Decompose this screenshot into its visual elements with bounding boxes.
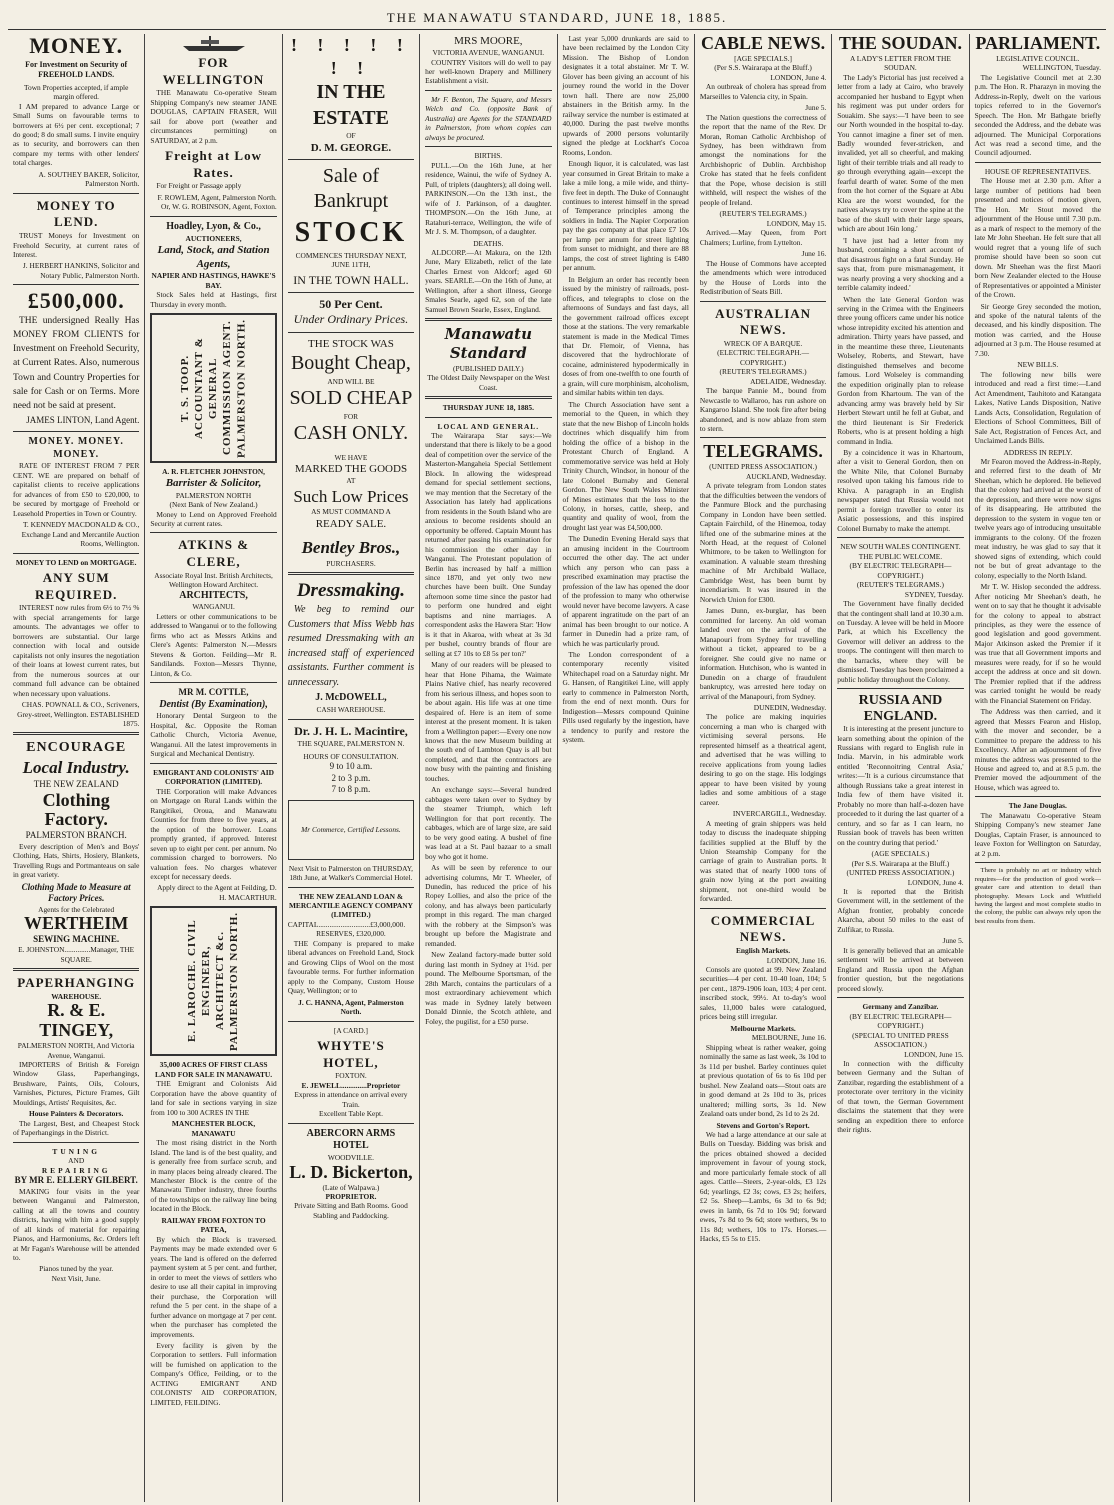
london15-dateline: LONDON, June 15. <box>904 1049 964 1059</box>
wellington-dateline: WELLINGTON, Tuesday. <box>1022 63 1101 73</box>
gov-body: It is reported that the British Government will, in the settlement of the Afghan frontier, probably concede Akarcha, about 50 miles to the east of Zulfikar, to Russia. <box>837 887 964 934</box>
divider <box>13 431 139 432</box>
reuter-line-3: (REUTER'S TELEGRAMS.) <box>856 580 944 590</box>
divider <box>425 146 551 147</box>
council-body: The Legislative Council met at 2.30 p.m. The Hon. R. Pharazyn in moving the Address-in-Reply, dwelt on the various topics referred to in the Governor's Speech. The Hon. Mr Bathgate briefly seconded the Address, and the debate was adjourned. The Municipal Corporations Act was read a second time, and the Council adjourned. <box>974 72 1101 158</box>
low-prices: Such Low Prices <box>293 486 409 506</box>
dress-title: Dressmaking. <box>296 580 406 602</box>
june16-dateline: June 16. <box>801 249 827 259</box>
invercargill-dateline: INVERCARGILL, Wednesday. <box>732 809 827 819</box>
fletcher-title: A. R. FLETCHER JOHNSTON, <box>162 467 266 477</box>
oldest-line: The Oldest Daily Newspaper on the West Coast. <box>427 373 550 392</box>
divider <box>837 688 963 689</box>
pownall-signature: CHAS. POWNALL & CO., Scriveners, Grey-street, Wellington. ESTABLISHED 1875. <box>17 700 140 729</box>
freight-body: For Freight or Passage apply <box>156 181 242 191</box>
new-bills: NEW BILLS. <box>1017 360 1059 370</box>
bentley-title: Bentley Bros., <box>301 537 401 557</box>
we-have: WE HAVE <box>334 452 368 462</box>
purchasers: PURCHASERS. <box>326 558 376 568</box>
deaths-body: ALDCORP.—At Makura, on the 12th June, Mary Elizabeth, relict of the late Charles Ernest von Aldcorf; aged 60 years. SEARLE.—On the 16th of June, at Wellington, after a short illness, George Smales Searle, aged 62, son of the late Samuel Brown Searle, Essex, England. <box>425 247 552 314</box>
cottle-body: Honorary Dental Surgeon to the Hospital, &c. Opposite the Roman Catholic Church, Victoria Avenue, Wanganui. All the latest improvements in Surgical and Mechanical Dentistry. <box>150 711 277 759</box>
hankins-signature: J. HERBERT HANKINS, Solicitor and Notary Public, Palmerston North. <box>22 261 140 280</box>
warehouse-title: WAREHOUSE. <box>51 992 102 1002</box>
money3-title: MONEY. MONEY. MONEY. <box>28 435 124 460</box>
hours-3: 7 to 8 p.m. <box>331 784 371 795</box>
pianos-line: Pianos tuned by the year. <box>39 1264 114 1274</box>
painters-body: The Largest, Best, and Cheapest Stock of Paperhangings in the District. <box>13 1118 140 1138</box>
gov-body-2: It is generally believed that an amicable settlement will be arrived at between England and Russia upon the Afghan frontier question, but the negotiations proceed slowly. <box>837 945 964 993</box>
hanna-signature: J. C. HANNA, Agent, Palmerston North. <box>298 997 404 1017</box>
divider <box>150 532 276 533</box>
town-hall: IN THE TOWN HALL. <box>293 272 409 287</box>
nsw-title: NEW SOUTH WALES CONTINGENT. <box>840 542 961 552</box>
wellington-title: FOR WELLINGTON <box>162 55 265 87</box>
mcdowell: J. McDOWELL, <box>315 692 387 704</box>
divider <box>975 162 1101 163</box>
branch-title: PALMERSTON BRANCH. <box>25 830 127 841</box>
divider <box>288 719 414 720</box>
cash-warehouse: CASH WAREHOUSE. <box>316 705 386 715</box>
pn-body: Money to Lend on Approved Freehold Security at current rates. <box>150 509 277 528</box>
wreck-title: WRECK OF A BARQUE. <box>723 338 803 348</box>
divider <box>700 908 826 909</box>
macintire: Dr. J. H. L. Macintire, <box>294 723 408 738</box>
divider <box>13 732 139 735</box>
upa-line: (UNITED PRESS ASSOCIATION.) <box>709 462 817 472</box>
hoadley-title: Hoadley, Lyon, & Co., <box>166 220 261 232</box>
commercial-title: COMMERCIAL NEWS. <box>710 912 816 945</box>
markets-body: Consols are quoted at 99. New Zealand securities—4 per cent. 10-40 loan, 104; 5 per cent., 1879-1906 loan, 103; 4 per cent. inscribed stock, 99½. At to-day's wool sales, 11,000 bales were catalogued, prices being still irregular. <box>699 965 827 1022</box>
money3-body: RATE OF INTEREST FROM 7 PER CENT. WE are prepared on behalf of capitalist clients to receive applications for advances of from £50 to £20,000, to be secured by mortgage of Freehold or Leasehold Properties in Town or Country. <box>13 461 140 518</box>
column-5 <box>558 34 695 1502</box>
divider <box>13 968 139 971</box>
moore-location: VICTORIA AVENUE, WANGANUI. <box>432 48 545 58</box>
wreck-body: The barque Pannie M., bound from Newcastle to Wallaroo, has run ashore on Kangaroo Island. She took fire after being abandoned, and is now ablaze from stem to stern. <box>699 386 827 433</box>
acres-body: THE Emigrant and Colonists Aid Corporation have the above quantity of land for sale in sections varying in size from 100 to 300 ACRES IN THE <box>150 1079 277 1117</box>
tuning-title: TUNING <box>52 1146 100 1156</box>
card-box-text: Mr Commerce, Certified Lessons. <box>301 824 401 834</box>
local-body-5: New Zealand factory-made butter sold during last month in Sydney at 1½d. per pound. The Melbourne Sportsman, of the 28th March, contains the particulars of a most extraordinary achievement which was made in Sydney lately between Donald Dinnie, the Scotch athlete, and Foley, the pugilist, for a £50 purse. <box>425 950 552 1026</box>
body-4: The Church Association have sent a memorial to the Queen, in which they state that the new Bishop of Lincoln holds doctrines which disqualify him from holding the office of a bishop in the Protestant Church of England. A commemorative service was held at Holy Trinity Church, Windsor, in honour of the late Colonel Burnaby and General Gordon. The New South Wales Minister of Mines estimates that the loss to the Colony, in horses, cattle, sheep, and quantity and quality of wool, from the drought last year was £4,500,000. <box>562 399 689 532</box>
painters-title: House Painters & Decorators. <box>28 1109 124 1119</box>
london-dateline: LONDON, June 4. <box>770 72 827 82</box>
of-word: OF <box>346 131 356 141</box>
special-upa: (SPECIAL TO UNITED PRESS ASSOCIATION.) <box>852 1030 949 1050</box>
russia-body: It is interesting at the present juncture to learn something about the opinion of the Russians with regard to English rule in India. Marvin, in his admirable work entitled 'Reconnoitring Central Asia,' writes:—'It is a curious circumstance that although Russians take a great interest in India few of them have visited it. Probably no more than half-a-dozen have proceeded to it during the last quarter of a century, and so far as I can learn, no Russian book of travels has been written on the country during that period.' <box>837 724 964 847</box>
command-line: AS MUST COMMAND A <box>311 507 391 517</box>
divider <box>13 284 139 285</box>
divider <box>700 301 826 302</box>
divider <box>13 193 139 194</box>
elec-copyright-2: (BY ELECTRIC TELEGRAPH—COPYRIGHT.) <box>849 561 952 580</box>
births-title: BIRTHS. <box>474 151 503 161</box>
sydney-dateline: SYDNEY, Tuesday. <box>904 589 964 599</box>
nzloan-title: THE NEW ZEALAND LOAN & MERCANTILE AGENCY COMPANY (LIMITED.) <box>288 891 413 920</box>
wairarapa-line-2: (Per S.S. Wairarapa at the Bluff.) <box>851 858 950 868</box>
capital-line: CAPITAL............................£3,000,000. <box>287 919 406 929</box>
divider <box>837 997 963 998</box>
parliament-title: PARLIAMENT. <box>975 34 1101 53</box>
wertheim-title: WERTHEIM <box>23 913 129 934</box>
local-body: The Wairarapa Star says:—We understand that there is likely to be a good deal of competition over the service of the Masterton-Mangaheia Special Settlement Block. In allowing the widespread demand for special settlement sections, we may mention that the Secretary of the Association has lately had applications from residents in the South Island who are anxious to become residents should an opportunity be offered. Captain Mount has returned after passing his examination for his commission the other day in Wanganui. The Protestant population of Berlin has increased by half a million since 1870, and yet only two new churches have been built. One Sunday afternoon some time since the pastor had to perform one hundred and eight baptisms and nine marriages. A correspondent asks the Hawera Star: 'How is it that in Akaroa, with wheat at 3s 3d per bushel, country brands of flour are selling at £7 10s to £8 5s per ton?' <box>425 430 552 658</box>
divider <box>425 417 551 418</box>
george-name: D. M. GEORGE. <box>310 141 392 154</box>
jewell-line: E. JEWELL..............Proprietor <box>301 1080 401 1090</box>
baker-signature: A. SOUTHEY BAKER, Solicitor, Palmerston North. <box>38 169 140 189</box>
divider <box>975 862 1101 863</box>
telegram-body-3: The police are making inquiries concerning a man who is charged with victimising several persons. He represented himself as a theatrical agent, and advertised that he was willing to receive applications from young ladies desiring to go on the stage. His lodgings appear to have been visited by young ladies and some ambitious of a stage career. <box>699 712 827 807</box>
local-body-3: An exchange says:—Several hundred cabbages were taken over to Sydney by the steamer Triumph, which left Wellington for that port recently. The cabbages, which are of large size, are said to be very good eating. A bushel of fine was lead at a St. Paul bazaar to a small boy who got it home. <box>425 785 552 861</box>
railway-title: RAILWAY FROM FOXTON TO PATEA, <box>161 1215 266 1235</box>
money-title: MONEY. <box>29 34 124 58</box>
facilities-body: Every facility is given by the Corporation to settlers. Full information will be furnished on application to the Company's Office, Feilding, or to the ACTING EMIGRANT AND COLONISTS' AID CORPORATION, LIMITED, FEILDING. <box>150 1340 277 1407</box>
ready-sale: READY SALE. <box>315 517 387 530</box>
arrived-body: Arrived.—May Queen, from Port Chalmers; Lurline, from Lyttelton. <box>699 228 827 247</box>
divider <box>288 332 414 333</box>
laroche-text: E. LAROCHE. CIVIL ENGINEER, ARCHITECT &c. PALMERSTON NORTH. <box>186 911 241 1051</box>
lady-title: A LADY'S LETTER FROM THE SOUDAN. <box>849 53 951 73</box>
stevens-body: We had a large attendance at our sale at Bulls on Tuesday. Bidding was brisk and the prices obtained showed a decided improvement in favour of young stock, and more particularly female stock of all ages. Cattle—Steers, 2-year-olds, £3 12s 6d; yearlings, £2 3s; cows, £3 2s; heifers, £2 5s. Sheep—Lambs, 6s 3d to 6s 9d; ewes in lamb, 6s 7d to 10s 9d; forward ewes, 7s 8d to 9s 6d; store wethers, 9s to 11s 8d; wethers, 10s to 17s. Horses.—Hacks, £5 5s to £15. <box>699 1129 827 1244</box>
abercorn-title: ABERCORN ARMS HOTEL <box>306 1127 396 1152</box>
and-word: AND <box>68 1156 85 1166</box>
toop-box <box>150 313 276 463</box>
russia-title: RUSSIA AND ENGLAND. <box>858 693 943 724</box>
address-body: Mr Fearon moved the Address-in-Reply, and referred first to the death of Mr Sheehan, which he deplored. He believed that the colony had arrived at the worst of the depression, and there were now signs of its disappearing. He attributed the depression to the system in vogue ten or twelve years ago of introducing unsuitable immigrants to the colony. Of the frozen meat industry, he was glad to say that it showed signs of extending, which could not be but of great advantage to the colony, especially to the North Island. <box>974 457 1101 580</box>
factory-body: Every description of Men's and Boys' Clothing, Hats, Shirts, Hosiery, Blankets, Travelling Rugs and Portmanteaus on sale in great variety. <box>13 841 140 880</box>
column-6 <box>695 34 832 1502</box>
telegram-body-4: A meeting of grain shippers was held today to discuss the inadequate shipping facilities supplied at the Bluff by the Union Steamship Company for the carriage of grain to Australian ports. It was stated that of nearly 1000 tons of grain now lying at the port awaiting shipment, not one-third would be forwarded. <box>699 818 827 904</box>
published-line: (PUBLISHED DAILY.) <box>453 363 524 373</box>
footer-body: There is probably no art or industry which requires—for the production of good work—greater care and attention to detail than photography. Messrs Lock and Whitfield having the largest and most complete studio in the colony, the public can always rely upon the best results from them. <box>974 867 1101 925</box>
tingey-title: R. & E. TINGEY, <box>39 1000 114 1041</box>
money-sub: For Investment on Security of FREEHOLD LANDS. <box>25 60 128 80</box>
moore-body: COUNTRY Visitors will do well to pay her well-known Drapery and Millinery Establishment a visit. <box>425 57 552 86</box>
repairing-title: REPAIRING <box>41 1165 111 1175</box>
bills-body: The following new bills were introduced and read a first time:—Land Act Amendment, Tauhitoto and Katangata Lakes, Native Lands Disposition, Native Lands Acts, Consolidation, Regulation of Elections of School Committees, Bill of Sale Act, Registration of Fences Act, and Unclaimed Lands Bills. <box>974 369 1101 446</box>
architects-title: ARCHITECTS, <box>179 589 248 601</box>
wanganui-title: WANGANUI. <box>192 602 235 612</box>
lend-body: TRUST Moneys for Investment on Freehold Security, at current rates of Interest. <box>13 231 140 259</box>
london16-dateline: LONDON, June 16. <box>766 955 827 965</box>
money-sub2: Town Properties accepted, if ample margin offered. <box>24 82 129 102</box>
divider <box>837 537 963 538</box>
melbourne-body: Shipping wheat is rather weaker, going nominally the same as last week, 3s 10d to 3s 11d per bushel. Barley continues quiet at previous quotation of 6s to 6s 10d per bushel. New Zealand oats—Stout oats are in good demand at 2s 10d to 3s, prices unaltered; milling sorts, 3s 1d. New Zealand oats under bond, 2s 1d to 2s 2d. <box>699 1042 827 1119</box>
local-body-2: Many of our readers will be pleased to hear that Hone Pihama, the Waimate Plains Native chief, has nearly recovered from his serious illness, and hopes soon to be about again. His life was at one time despaired of. Here is an item of some interest at the present moment. It is taken from a Wellington paper:—Every one now knows that the new Museum building at the south end of Lambton Quay is all but completed, and that the contractors are now busy with the painting and finishing touches. <box>425 660 552 783</box>
body-3: In Belgium an order has recently been issued by the ministry of railroads, post-offices, and telegraphs to close on the afternoons of Sundays and fast days, all the government railroad offices except those at the stations. The very remarkable statement is made in the Medical Times that Dr. Flemoir, of Vienna, has discovered that the hydrochlorate of cocaine, administered hypodermically in doses of from one-twelfth to one fourth of a grain, will cure morphinism, alcoholism, and similar habits within ten days. <box>562 274 689 398</box>
cottle-title: MR M. COTTLE, <box>178 687 249 698</box>
house-body-2: Sir George Grey seconded the motion, and spoke of the natural talents of the deceased, and his kindly disposition. The motion was carried, and the House adjourned at 3 p.m. The House resumed at 7.30. <box>974 301 1101 358</box>
dress-body: We beg to remind our Customers that Miss Webb has resumed Dressmaking with an increased staff of experienced assistants. Further comment is unnecessary. <box>287 604 415 688</box>
divider <box>288 292 414 293</box>
council-title: LEGISLATIVE COUNCIL. <box>996 53 1080 63</box>
anysum-title: ANY SUM REQUIRED. <box>35 570 118 602</box>
body-6: The London correspondent of a contemporary recently visited Whitechapel road on a Saturday night. Mr G. Hansen, of Rangitikei Line, will apply early to commence in Palmerston North, from the end of next month. Ours for Indigestion—Messrs compound Quinine Pills used regularly by the ingestion, have a tendency to purify and restore the system. <box>562 650 689 745</box>
pn-sub: (Next Bank of New Zealand.) <box>169 500 258 510</box>
hours-title: HOURS OF CONSULTATION. <box>303 751 399 761</box>
deaths-title: DEATHS. <box>473 238 504 248</box>
block-body: The most rising district in the North Island. The land is of the best quality, and is generally free from surface scrub, and in many places being already cleared. The Manchester Block is the centre of the Manawatu Timber industry, three fourths of the townships on the railway line being located in the Block. <box>150 1138 277 1214</box>
telegram-body: A private telegram from London states that the difficulties between the vendors of the Panmure Block and the purchasing Company in London have been settled. Captain Fairchild, of the Hinemoa, today lifted one of the submarine mines at the North Head, at the request of Colonel Whitmore, to be taken to Wellington for examination. A valuable steam threshing machine of Mr Archibald Wallace, Cambridge West, has been burnt by incendiarism. It was insured in the Norwich Union for £300. <box>699 481 827 604</box>
steamer-body: THE Manawatu Co-operative Steam Shipping Company's new steamer JANE DOUGLAS, CAPTAIN FRASER, Will sail for above port (weather and circumstances permitting) on SATURDAY, at 2 p.m. <box>150 88 277 145</box>
ship-icon <box>150 34 276 52</box>
will-be: AND WILL BE <box>327 376 375 386</box>
divider <box>975 796 1101 797</box>
percent-line: 50 Per Cent. <box>319 297 383 312</box>
telegrams-title: TELEGRAMS. <box>703 441 823 462</box>
divider <box>700 437 826 438</box>
upa-line-2: (UNITED PRESS ASSOCIATION.) <box>846 868 955 878</box>
melbourne-markets: Melbourne Markets. <box>730 1023 796 1033</box>
pn-title: PALMERSTON NORTH <box>175 490 252 500</box>
measure-title: Clothing Made to Measure at Factory Prices. <box>21 881 131 904</box>
commences-line: COMMENCES THURSDAY NEXT, JUNE 11TH, <box>295 250 407 270</box>
bang-line: ! ! ! ! ! ! ! <box>290 35 411 79</box>
laroche-box <box>150 906 276 1056</box>
emigrant-title: EMIGRANT AND COLONISTS' AID CORPORATION (LIMITED). <box>153 767 274 787</box>
births-body: PULL.—On the 16th June, at her residence, Wainui, the wife of Sydney A. Pull, of triplets (daughters); all doing well. PARKINSON.—On the 13th inst., the wife of J. Parkinson, of a daughter. THOMPSON.—On the 16th June, at Ratahuri-terrace, Wellington, the wife of Mr J. S. M. Thompson, of a daughter. <box>425 160 552 237</box>
gilbert-body: MAKING four visits in the year between Wanganui and Palmerston, calling at all the towns and country districts, having with him a good supply of all kinds of material for repairing Pianos, and Harmoniums, &c. Orders left at Mr Fagan's Warehouse will be attended to. <box>13 1186 140 1262</box>
address-body-3: The Address was then carried, and it agreed that Messrs Fearon and Hislop, with the mover and seconder, be a Committee to prepare the address to his Excellency. After an adjournment of five minutes the address was presented to the House and agreed to, and at 8.5 p.m. the Premier moved the adjournment of the House, which was agreed to. <box>974 707 1101 792</box>
linton-signature: JAMES LINTON, Land Agent. <box>26 415 140 426</box>
gilbert-title: BY MR E. ELLERY GILBERT. <box>14 1175 138 1186</box>
square-line: THE SQUARE, PALMERSTON N. <box>297 739 405 749</box>
kennedy-signature: T. KENNEDY MACDONALD & CO., Exchange Land and Mercantile Auction Rooms, Wellington. <box>21 520 140 549</box>
address-body-2: Mr T. W. Hislop seconded the address. After noticing Mr Sheehan's death, he went on to say that he thought it advisable for the colony to appeal to abstract principles, as they were the essence of good legislation and good government. Major Atkinson asked the Premier if it was true that all Government imports and measures were ready, for if so he would accept the address at once and sit down. The Premier replied that if the address was carried tonight he would be ready with the Financial Statement on Friday. <box>974 582 1101 705</box>
divider <box>150 216 276 217</box>
cash-line: CASH ONLY. <box>293 422 409 445</box>
amount-title: £500,000. <box>27 288 125 314</box>
woodville-line: WOODVILLE. <box>327 1153 375 1163</box>
australian-title: AUSTRALIAN NEWS. <box>715 305 812 338</box>
block-title: MANCHESTER BLOCK, MANAWATU <box>171 1119 256 1138</box>
nz-title: THE NEW ZEALAND <box>33 779 119 790</box>
next-visit: Next Visit, June. <box>51 1273 101 1283</box>
divider <box>13 1142 139 1143</box>
column-2 <box>145 34 282 1502</box>
hours-2: 2 to 3 p.m. <box>331 772 371 783</box>
column-3 <box>283 34 420 1502</box>
lady-body-3: When the late General Gordon was serving in the Crimea with the Engineers three young officers came under his notice whose intrepidity excited his attention and admiration. Thirty years have passed, and in the meantime these three, Lieutenants Wolseley, Roberts, and Stewart, have distinguished themselves and become famous. Lord Wolseley is commanding the expedition originally plan to release Gordon from Khartoum. The van of the advancing army was bravely held by Sir Herbert Stewart until he fell at Gubat, and the third lieutenant is Sir Frederick Roberts, who is at present holding a high command in India. <box>837 294 964 446</box>
divider <box>288 159 414 160</box>
nsw-body: The Government have finally decided that the contingent shall land at 10.30 a.m. on Tuesday. A levee will be held in Moore Park, at which his Excellency the Governor will deliver an address to the troops. The contingent will then march to the barracks, where they will be dismissed. Tuesday has been proclaimed a public holiday throughout the Colony. <box>837 599 964 684</box>
london-june4: LONDON, June 4. <box>907 877 964 887</box>
divider <box>150 763 276 764</box>
lady-body: The Lady's Pictorial has just received a letter from a lady at Cairo, who bravely accompanied her husband to Egypt when his regiment was put under orders for Souakim. She says:—'I have been to see our North wounded in the hospital to-day. You cannot imagine a finer set of men. Badly wounded fever-stricken, and invalided, yet all so cheerful, and making light of their terrible trials and all ready to go through everything again—except the fearful dearth of water. Some of the men from the hot corner of the Square at Abu Klea are the worst wounded, for the natives always try to cover the spine at the base of the skull with their large spears, which are about 16in long.' <box>837 72 964 234</box>
freight-title: Freight at Low Rates. <box>165 148 262 180</box>
divider <box>288 1123 414 1124</box>
reuter-line: (REUTER'S TELEGRAMS.) <box>719 209 807 219</box>
divider <box>150 682 276 683</box>
sitting-line: Private Sitting and Bath Rooms. Good Stabling and Paddocking. <box>294 1201 408 1220</box>
johnston-signature: E. JOHNSTON..............Manager, THE SQUARE. <box>18 945 135 964</box>
encourage-title: ENCOURAGE <box>26 740 127 756</box>
napier-title: NAPIER AND HASTINGS, HAWKE'S BAY. <box>151 271 276 290</box>
divider <box>13 553 139 554</box>
under-line: Under Ordinary Prices. <box>293 312 409 327</box>
june5b-dateline: June 5. <box>942 936 964 946</box>
welcome-title: THE PUBLIC WELCOME. <box>858 551 943 561</box>
germany-title: Germany and Zanzibar. <box>862 1002 939 1012</box>
specials-line: [AGE SPECIALS.] <box>734 53 793 63</box>
sold-line: SOLD CHEAP <box>289 386 413 409</box>
reuter-line-2: (REUTER'S TELEGRAMS.) <box>719 367 807 377</box>
sewing-title: SEWING MACHINE. <box>33 933 120 944</box>
agents-note: Mr F. Benton, The Square, and Messrs Welch and Co. (opposite Bank of Australia) are Agents for the STANDARD in Palmerston, from whom copies can always be procured. <box>425 94 552 142</box>
commons-body: The House of Commons have accepted the amendments which were introduced by the House of Lords into the Redistribution of Seats Bill. <box>699 258 827 297</box>
lend-title: MONEY TO LEND. <box>36 197 116 230</box>
sale-title: Sale of Bankrupt <box>313 164 389 213</box>
jane-body: The Manawatu Co-operative Steam Shipping Company's new steamer Jane Douglas, Captain Fraser, is announced to leave Foxton for Wellington on Saturday, at 2 p.m. <box>974 810 1101 858</box>
atkins-body: Letters or other communications to be addressed to Wanganui or to the following firms who act as Messrs Atkins and Clere's Agents: Palmerston N.—Messrs Stevens & Gorton. Feilding—Mr R. Sandilands. Foxton—Messrs Thynne, Linton, & Co. <box>150 611 277 678</box>
english-markets: English Markets. <box>735 946 791 956</box>
walpawa-line: (Late of Walpawa.) <box>322 1182 380 1192</box>
lady-body-4: By a coincidence it was in Khartoum, after a visit to General Gordon, then on the White Nile, that Colonel Burnaby resolved upon taking his famous ride to Khiva. A paragraph in an English newspaper stated that Russia would not permit a foreign traveller to enter its Asiatic possessions, and this inspired Colonel Burnaby to make the attempt. <box>837 448 964 533</box>
elec-copyright: (ELECTRIC TELEGRAPH.—COPYRIGHT.) <box>717 348 809 367</box>
card-note: Next Visit to Palmerston on THURSDAY, 18th June, at Walker's Commercial Hotel. <box>288 863 413 883</box>
june5-dateline: June 5. <box>805 103 827 113</box>
money-body: I AM prepared to advance Large or Small Sums on favourable terms to borrowers at 6½ per cent. exceptional; 7 do good; 8 do small sums. I invite enquiry as to security, and borrowers can then compare my terms with other lenders' total charges. <box>13 101 140 168</box>
at-word: AT <box>346 476 356 486</box>
factory-title: Clothing Factory. <box>42 789 110 830</box>
dunedin-dateline: DUNEDIN, Wednesday. <box>753 702 827 712</box>
toop-text: T. S. TOOP. ACCOUNTANT & GENERAL COMMISSION AGENT. PALMERSTON NORTH. <box>179 318 248 458</box>
amount-body: THE undersigned Really Has MONEY FROM CLIENTS for Investment on Freehold Security, at Current Rates. Also, numerous Town and Country Properties for sale for Cash or on Terms. More need not be said at present. <box>13 315 140 412</box>
stevens-title: Stevens and Gorton's Report. <box>716 1120 810 1130</box>
stock-title: STOCK <box>294 216 408 248</box>
column-7 <box>832 34 969 1502</box>
rowlem-signature: F. ROWLEM, Agent, Palmerston North. Or, W. G. ROBINSON, Agent, Foxton. <box>157 192 277 212</box>
divider <box>425 90 551 91</box>
anysum-body: INTEREST now rules from 6½ to 7½ % with special arrangements for large amounts. The advantages we offer to borrowers are substantial. Our large connection with local and outside capitalists not only insures the negotiation of their loans at lowest current rates, but from the numerous sources at our command full advance can be obtained when necessary upon valuations. <box>13 603 140 698</box>
columns <box>8 34 1106 1502</box>
melbourne16-dateline: MELBOURNE, June 16. <box>751 1033 827 1043</box>
foxton-line: FOXTON. <box>335 1071 367 1081</box>
divider <box>288 887 414 888</box>
column-1 <box>8 34 145 1502</box>
lady-body-2: 'I have just had a letter from my husband, containing a short account of that disastrous fight on a fatal Sunday. He says that, from pure mismanagement, it was nearly proving a very shocking and a terrible calamity indeed.' <box>837 235 964 293</box>
age-specials: (AGE SPECIALS.) <box>871 849 930 859</box>
top-body: Last year 5,000 drunkards are said to have been reclaimed by the London City Mission. The Bishop of London designates it a total abstainer. Mr T. W. Glover has been giving an account of his journey round the world in the Dover town hall. There are now 25,000 abstainers in the British army. In the railway service the number is estimated at 40,000. During the past twelve months upwards of 2000 persons voluntarily signed the pledge at Lockhart's Cocoa Rooms, London. <box>562 34 689 157</box>
divider <box>288 572 414 575</box>
local-title: LOCAL AND GENERAL. <box>437 421 540 431</box>
elec-copyright-3: (BY ELECTRIC TELEGRAPH—COPYRIGHT.) <box>849 1011 952 1031</box>
cable-body: An outbreak of cholera has spread from Marseilles to Valencia city, in Spain. <box>699 82 827 101</box>
jane-title: The Jane Douglas. <box>1008 801 1067 811</box>
napier-body: Stock Sales held at Hastings, first Thursday in every month. <box>150 290 277 309</box>
tingey-location: PALMERSTON NORTH, And Victoria Avenue, Wanganui. <box>17 1041 135 1060</box>
address-title: ADDRESS IN REPLY. <box>1003 447 1073 457</box>
house-body: The House met at 2.30 p.m. After a large number of petitions had been presented and notices of motion given, The Hon. Mr Stout moved the adjournment of the House until 7.30 p.m. as a mark of respect to the memory of the late Mr John Sheehan. He felt sure that all would regret that a young life of such promise should have been so soon cut down. Mr Sheehan was the first Maori born New Zealander elected to the House of Representatives or appointed a Minister of the Crown. <box>974 176 1101 300</box>
telegram-body-2: James Dunn, ex-burglar, has been committed for larceny. An old woman landed over on the arrival of the Manapouri from Sydney for travelling without a ticket, appeared to be a foreigner. She could give no name or information. Hutchison, who is wanted in Dunedin on a charge of fraudulent bankruptcy, was arrested here today on arrival of the Manapouri, from Sydney. <box>699 606 827 701</box>
railway-body: By which the Block is traversed. Payments may be made extended over 6 years. The land is offered on the deferred payment system at 5 per cent. and further, in order to meet the views of settlers who desire to use all their capital in improving their purchase, the Corporation will refund the 5 per cent. in the shape of a further advance on mortgage at 7 per cent. when the purchaser has completed the improvements. <box>150 1234 277 1339</box>
germany-body: In connection with the difficulty between Germany and the Sultan of Zanzibar, regarding the establishment of a protectorate over territory in the vicinity of that town, the German Government disclaims the statement that they were sending an expedition there to enforce their rights. <box>837 1058 964 1135</box>
divider <box>288 1021 414 1022</box>
atkins-title: ATKINS & CLERE, <box>178 537 250 570</box>
moore-title: MRS MOORE, <box>454 35 523 47</box>
adelaide-dateline: ADELAIDE, Wednesday. <box>750 376 827 386</box>
body-5: The Dunedin Evening Herald says that an amusing incident in the Courtroom occurred the other day. The act under which any person who can pass a prescribed examination may practise the profession of the law has opened the door of the profession to many who otherwise would never have become lawyers. A case of apparent ingratitude on the part of an animal has been brought to our notice. A farmer in Dunedin had a prize ram, of which he was particularly proud. <box>562 534 689 648</box>
local-body-4: As will be seen by reference to our advertising columns, Mr T. Wheeler, of Dunedin, has reduced the price of his Ropey Lollies, and also the price of the colony, and has always been particularly prompt in this regard. The man charged with the robbery at the Simpson's was brought up before the Magistrate and remanded. <box>425 863 552 948</box>
auctioneers-title: AUCTIONEERS, <box>185 233 242 243</box>
wairarapa-line: (Per S.S. Wairarapa at the Bluff.) <box>714 63 812 73</box>
acres-title: 35,000 ACRES OF FIRST CLASS LAND FOR SALE IN MANAWATU. <box>155 1060 273 1079</box>
london-may: LONDON, May 15. <box>766 218 827 228</box>
date-line: THURSDAY JUNE 18, 1885. <box>442 403 534 413</box>
cable-title: CABLE NEWS. <box>701 34 826 53</box>
reserves-line: RESERVES, £320,000. <box>316 929 386 939</box>
nzloan-body: THE Company is prepared to make liberal advances on Freehold Land, Stock and Growing Clips of Wool on the most favourable terms. For further information apply to the Company, Custom House Quay, Wellington; or to <box>287 938 415 996</box>
atkins-sub: Associate Royal Inst. British Architects, Wellington Howard Architect. <box>154 570 273 590</box>
body-2: Enough liquor, it is calculated, was last year consumed in Great Britain to make a lake a mile long, a mile wide, and thirty-five feet in depth. The Duke of Connaught continues to interest himself in the spread of Temperance principles among the soldiers in India. The Napier Corporation pay the gas company at that place £7 10s per lamp per annum for street lighting from sunset to midnight, and there are 88 lamps, the cost of street lighting is £480 per annum. <box>562 159 689 273</box>
bickerton-title: L. D. Bickerton, <box>289 1161 413 1182</box>
macarthur-signature: Apply direct to the Agent at Feilding, D. H. MACARTHUR. <box>157 883 277 902</box>
hours-1: 9 to 10 a.m. <box>329 761 373 772</box>
auckland-dateline: AUCKLAND, Wednesday. <box>745 471 827 481</box>
wertheim-intro: Agents for the Celebrated <box>38 904 115 914</box>
divider <box>425 396 551 399</box>
standard-title: Manawatu Standard <box>444 325 533 363</box>
excellent-line: Excellent Table Kept. <box>318 1109 383 1119</box>
paper-title: PAPERHANGING <box>17 975 136 991</box>
stock-was: THE STOCK WAS <box>308 337 394 350</box>
marked-line: MARKED THE GOODS <box>294 463 408 476</box>
proprietor-line: PROPRIETOR. <box>325 1192 377 1201</box>
industry-title: Local Industry. <box>22 758 130 778</box>
house-title: HOUSE OF REPRESENTATIVES. <box>984 166 1091 176</box>
card-label: [A CARD.] <box>333 1025 368 1035</box>
dentist-title: Dentist (By Examination), <box>159 698 268 710</box>
nation-body: The Nation questions the correctness of the report that the name of the Rev. Dr Moran, Roman Catholic Archbishop of Sydney, has been withdrawn from amongst the nominations for the Archbishopric of Dublin. Archbishop Croke has stated that he feels confident that the Pope, whose decision is still withheld, will respect the wishes of the people of Ireland. <box>699 112 827 207</box>
column-8 <box>970 34 1106 1502</box>
card-box <box>288 800 414 860</box>
divider <box>425 318 551 321</box>
emigrant-body: THE Corporation will make Advances on Mortgage on Rural Lands within the Rangitikei, Oroua, and Manawatu Counties for from three to five years, at the option of the borrower. Loans promptly granted, if approved. Interest seven up to eight per cent. per annum. No commission charged to borrowers. No valuation fees. No charges whatever except for necessary deeds. <box>150 786 277 881</box>
mortgage-title: MONEY TO LEND on MORTGAGE. <box>15 557 137 567</box>
in-estate: IN THE ESTATE <box>312 81 389 129</box>
masthead: THE MANAWATU STANDARD, JUNE 18, 1885. <box>8 10 1106 30</box>
barrister-title: Barrister & Solicitor, <box>165 477 262 490</box>
land-title: Land, Stock, and Station Agents, <box>157 243 270 271</box>
for-word: FOR <box>343 411 359 421</box>
tingey-body: IMPORTERS of British & Foreign Window Glass, Paperhangings, Brushware, Paints, Oils, Colours, Varnishes, Pictures, Picture Frames, Gilt Mouldings, Artists' Requisites, &c. <box>13 1060 140 1107</box>
soudan-title: THE SOUDAN. <box>838 34 962 53</box>
bought-line: Bought Cheap, <box>290 351 411 374</box>
column-4 <box>420 34 557 1502</box>
whyte-title: WHYTE'S HOTEL, <box>317 1038 385 1070</box>
express-line: Express in attendance on arrival every Train. <box>294 1090 408 1109</box>
